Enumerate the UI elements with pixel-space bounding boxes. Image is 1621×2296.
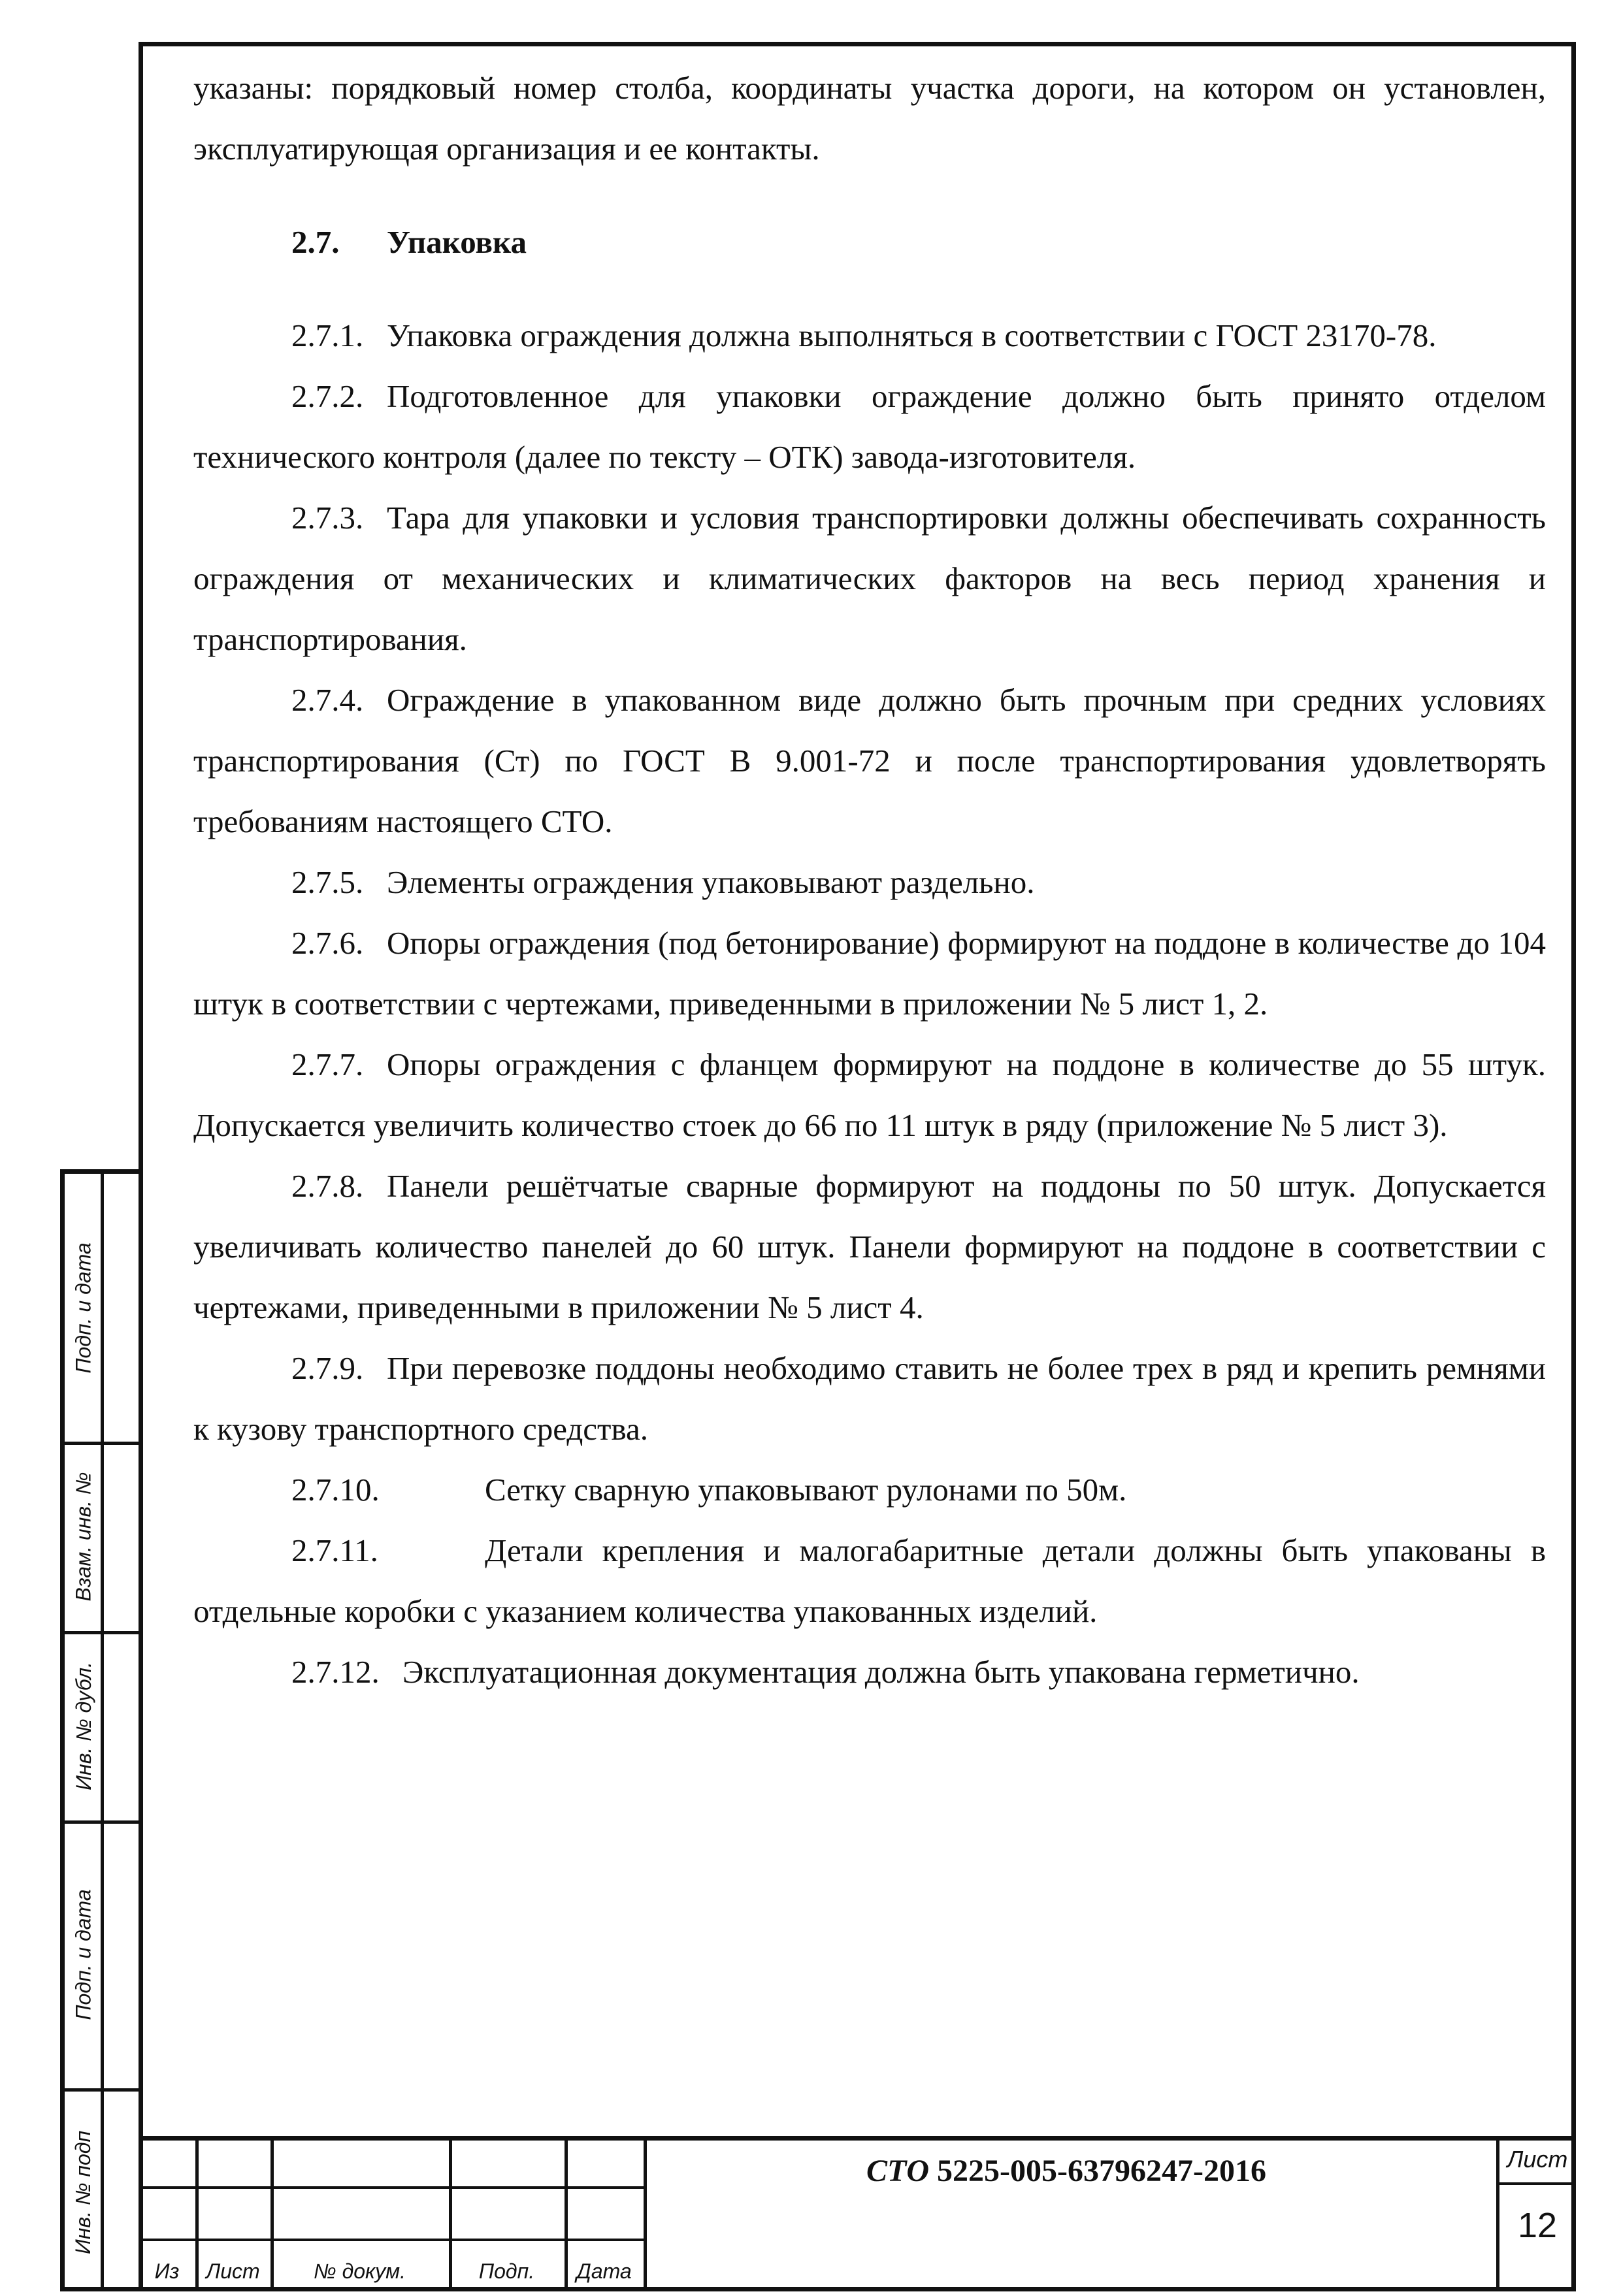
document-body — [193, 57, 1546, 1702]
side-label-sign-date-2: Подп. и дата — [71, 1888, 95, 2020]
clause-text: Опоры ограждения (под бетонирование) формируют на поддоне в количестве до 104 штук в соответствии с чертежами, приведенными в приложении № 5 лист 1, 2. — [193, 925, 1546, 1022]
clause-number: 2.7.9. — [291, 1350, 364, 1386]
side-label-replaced-inv: Взам. инв. № — [71, 1472, 95, 1601]
clause-text: Упаковка ограждения должна выполняться в соответствии с ГОСТ 23170-78. — [387, 317, 1437, 353]
clause-number: 2.7.11. — [291, 1532, 378, 1568]
tb-col-change: Из — [154, 2259, 180, 2283]
clause-number: 2.7.3. — [291, 500, 364, 536]
clause — [193, 670, 1546, 852]
tb-rule — [139, 2186, 647, 2189]
clause — [193, 1641, 1546, 1702]
tb-rule — [1496, 2182, 1576, 2185]
document-code — [648, 2142, 1484, 2201]
tb-divider — [644, 2141, 647, 2291]
clause — [193, 1156, 1546, 1338]
tb-col-signature: Подп. — [478, 2259, 535, 2283]
clause — [193, 1034, 1546, 1156]
clause-number: 2.7.10. — [291, 1472, 380, 1508]
tb-col-doc-number: № докум. — [314, 2259, 406, 2283]
clause-text: Панели решётчатые сварные формируют на поддоны по 50 штук. Допускается увеличивать количество панелей до 60 штук. Панели формируют на поддоне в соответствии с чертежами, приведенными в приложении № 5 лист 4. — [193, 1168, 1546, 1325]
clause-text: Тара для упаковки и условия транспортировки должны обеспечивать сохранность ограждения от механических и климатических факторов на весь период хранения и транспортирования. — [193, 500, 1546, 657]
title-block — [139, 2136, 1576, 2291]
side-label-sign-date: Подп. и дата — [71, 1242, 95, 1374]
tb-rule — [139, 2239, 647, 2241]
section-title: Упаковка — [387, 224, 527, 260]
section-heading — [291, 212, 1546, 272]
clause — [193, 852, 1546, 913]
section-number: 2.7. — [291, 224, 340, 260]
clause-text: Детали крепления и малогабаритные детали должны быть упакованы в отдельные коробки с указанием количества упакованных изделий. — [193, 1532, 1546, 1629]
clause-text: Опоры ограждения с фланцем формируют на поддоне в количестве до 55 штук. Допускается увеличить количество стоек до 66 по 11 штук в ряду (приложение № 5 лист 3). — [193, 1046, 1546, 1143]
tb-col-sheet: Лист — [206, 2259, 260, 2283]
clause-number: 2.7.1. — [291, 317, 364, 353]
side-stamp-divider — [101, 1174, 104, 2287]
document-code-number: 5225-005-63796247-2016 — [937, 2154, 1266, 2188]
clause-number: 2.7.2. — [291, 378, 364, 414]
intro-paragraph: указаны: порядковый номер столба, координаты участка дороги, на котором он установлен, эксплуатирующая организация и ее контакты. — [193, 70, 1546, 167]
clause — [193, 366, 1546, 487]
clause-number: 2.7.4. — [291, 682, 364, 718]
clause-text: Ограждение в упакованном виде должно быть прочным при средних условиях транспортирования (Ст) по ГОСТ В 9.001-72 и после транспортирования удовлетворять требованиям настоящего СТО. — [193, 682, 1546, 839]
clause-number: 2.7.8. — [291, 1168, 364, 1204]
clause-number: 2.7.12. — [291, 1654, 380, 1690]
clause-number: 2.7.5. — [291, 864, 364, 900]
clause-text: Эксплуатационная документация должна быть упакована герметично. — [402, 1654, 1360, 1690]
side-label-original-inv: Инв. № подп — [71, 2130, 95, 2254]
clause — [193, 487, 1546, 670]
clause-text: Элементы ограждения упаковывают раздельно. — [387, 864, 1035, 900]
clause — [193, 305, 1546, 366]
clause-text: Сетку сварную упаковывают рулонами по 50м. — [485, 1472, 1127, 1508]
sheet-label: Лист — [1507, 2146, 1568, 2173]
clause — [193, 1520, 1546, 1641]
side-stamp — [60, 1169, 139, 2291]
clause — [193, 1338, 1546, 1459]
clause-number: 2.7.6. — [291, 925, 364, 961]
sheet-number: 12 — [1517, 2206, 1558, 2245]
clause — [193, 913, 1546, 1034]
clause-number: 2.7.7. — [291, 1046, 364, 1082]
clause-text: Подготовленное для упаковки ограждение должно быть принято отделом технического контроля (далее по тексту – ОТК) завода-изготовителя. — [193, 378, 1546, 475]
clause-text: При перевозке поддоны необходимо ставить не более трех в ряд и крепить ремнями к кузову транспортного средства. — [193, 1350, 1546, 1447]
tb-col-date: Дата — [576, 2259, 632, 2283]
side-label-dup-inv: Инв. № дубл. — [71, 1661, 95, 1790]
document-code-prefix: СТО — [866, 2154, 930, 2188]
clause — [193, 1459, 1546, 1520]
